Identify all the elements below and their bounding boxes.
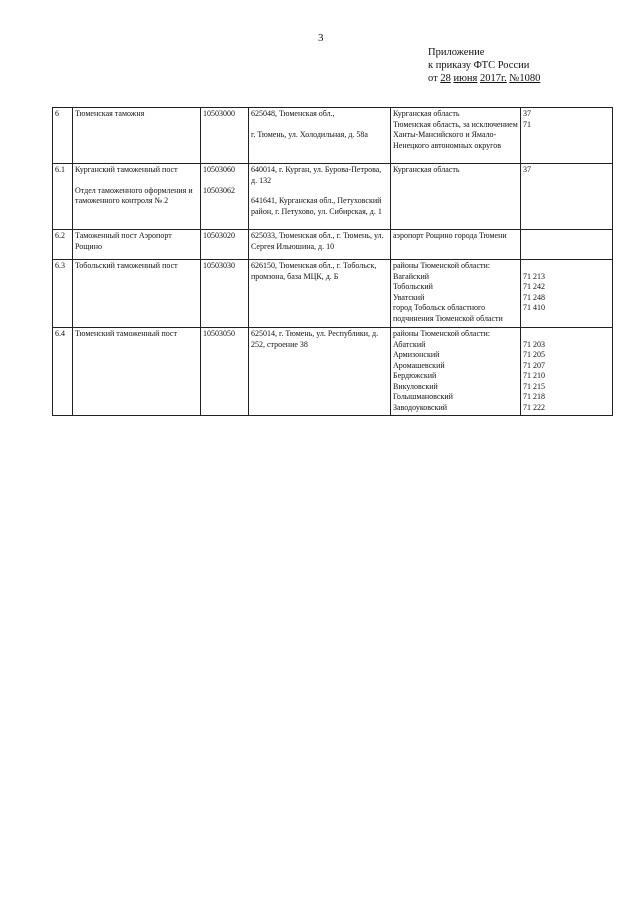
date-year: 2017г. xyxy=(480,73,507,84)
region-codes xyxy=(521,230,613,260)
post-code-line: 10503030 xyxy=(203,261,235,270)
post-address xyxy=(249,230,391,260)
post-name xyxy=(73,328,201,416)
region-codes-line xyxy=(523,261,610,272)
region-codes-line: 71 218 xyxy=(523,392,545,401)
region-list xyxy=(391,164,521,230)
post-name-line: Таможенный пост Аэропорт Рощино xyxy=(75,231,172,251)
region-codes xyxy=(521,260,613,328)
region-list-line: Вагайский xyxy=(393,271,429,281)
region-codes-line: 71 205 xyxy=(523,350,545,359)
post-name-line: Тобольский таможенный пост xyxy=(75,261,178,270)
region-list-line: город Тобольск областного подчинения Тюменской области xyxy=(393,303,503,323)
post-name xyxy=(73,164,201,230)
region-list-line: районы Тюменской области: xyxy=(393,329,491,338)
row-number: 6 xyxy=(53,108,73,164)
post-name xyxy=(73,108,201,164)
row-number: 6.4 xyxy=(53,328,73,416)
appendix-header xyxy=(428,46,540,85)
order-number: №1080 xyxy=(509,73,541,84)
date-prefix: от xyxy=(428,73,438,84)
row-number: 6.1 xyxy=(53,164,73,230)
post-address-line: г. Тюмень, ул. Холодильная, д. 58а xyxy=(251,129,368,139)
region-list-line: Уватский xyxy=(393,292,425,302)
table-row xyxy=(53,108,613,164)
region-list-line: Аромашевский xyxy=(393,360,445,370)
post-address-line: 626150, Тюменская обл., г. Тобольск, промзона, база МЦК, д. Б xyxy=(251,261,377,281)
region-list-line: Армизонский xyxy=(393,350,440,359)
region-codes xyxy=(521,328,613,416)
post-code-line: 10503050 xyxy=(203,329,235,338)
page-number: 3 xyxy=(318,32,324,44)
region-codes-line: 37 xyxy=(523,165,531,174)
region-codes-line: 71 215 xyxy=(523,381,545,391)
region-codes-line: 71 213 xyxy=(523,271,545,281)
region-codes-line: 71 210 xyxy=(523,371,545,380)
region-codes-line: 71 xyxy=(523,119,531,129)
region-list-line: Заводоуковский xyxy=(393,402,448,412)
date-month: июня xyxy=(453,73,478,84)
post-name-line: Отдел таможенного оформления и таможенного контроля № 2 xyxy=(75,185,193,205)
post-address-line: 625033, Тюменская обл., г. Тюмень, ул. Сергея Ильюшина, д. 10 xyxy=(251,231,384,251)
post-name-line: Курганский таможенный пост xyxy=(75,165,178,174)
post-code-line: 10503060 xyxy=(203,165,235,174)
region-list xyxy=(391,108,521,164)
post-address xyxy=(249,328,391,416)
post-code-line: 10503000 xyxy=(203,109,235,118)
region-list-line: Курганская область xyxy=(393,109,460,118)
appendix-order-ref: к приказу ФТС России xyxy=(428,60,530,71)
region-codes-line: 71 222 xyxy=(523,402,545,412)
post-name-line: Тюменский таможенный пост xyxy=(75,329,177,338)
post-code xyxy=(201,230,249,260)
post-name-line: Тюменская таможня xyxy=(75,109,145,118)
post-address-line: 640014, г. Курган, ул. Бурова-Петрова, д. 132 xyxy=(251,165,382,185)
post-address xyxy=(249,108,391,164)
post-address-line: 625048, Тюменская обл., xyxy=(251,109,335,118)
region-codes-line: 71 207 xyxy=(523,360,545,370)
post-name xyxy=(73,260,201,328)
region-list-line: районы Тюменской области: xyxy=(393,261,491,270)
post-code xyxy=(201,108,249,164)
region-list-line: Викуловский xyxy=(393,381,438,391)
region-list xyxy=(391,328,521,416)
region-list-line: Тюменская область, за исключением Ханты-Мансийского и Ямало-Ненецкого автономных округов xyxy=(393,119,518,150)
post-address xyxy=(249,164,391,230)
region-codes xyxy=(521,108,613,164)
region-list-line: Бердюжский xyxy=(393,371,437,380)
post-code xyxy=(201,328,249,416)
region-codes-line: 71 242 xyxy=(523,282,545,291)
region-codes-line: 71 248 xyxy=(523,292,545,302)
post-code xyxy=(201,164,249,230)
row-number: 6.3 xyxy=(53,260,73,328)
table-row xyxy=(53,164,613,230)
region-codes-line: 37 xyxy=(523,109,531,118)
appendix-date-line xyxy=(428,72,540,85)
post-address xyxy=(249,260,391,328)
table-row xyxy=(53,230,613,260)
appendix-title: Приложение xyxy=(428,47,485,58)
region-list-line: Курганская область xyxy=(393,165,460,174)
post-address-line: 641641, Курганская обл., Петуховский район, г. Петухово, ул. Сибирская, д. 1 xyxy=(251,196,382,216)
post-address-line: 625014, г. Тюмень, ул. Республики, д. 252, строение 38 xyxy=(251,329,379,349)
row-number: 6.2 xyxy=(53,230,73,260)
post-code-line: 10503020 xyxy=(203,231,235,240)
table-row xyxy=(53,328,613,416)
region-list-line: Голышмановский xyxy=(393,392,453,401)
region-codes-line: 71 203 xyxy=(523,339,545,349)
post-name xyxy=(73,230,201,260)
table-row xyxy=(53,260,613,328)
post-code xyxy=(201,260,249,328)
region-list-line: Абатский xyxy=(393,339,426,349)
customs-table xyxy=(52,107,613,416)
region-codes-line xyxy=(523,329,610,340)
region-list-line: аэропорт Рощино города Тюмени xyxy=(393,231,507,240)
post-code-line: 10503062 xyxy=(203,185,235,195)
region-list xyxy=(391,260,521,328)
region-codes-line: 71 410 xyxy=(523,303,545,312)
region-list xyxy=(391,230,521,260)
region-list-line: Тобольский xyxy=(393,282,433,291)
date-day: 28 xyxy=(440,73,451,84)
region-codes xyxy=(521,164,613,230)
